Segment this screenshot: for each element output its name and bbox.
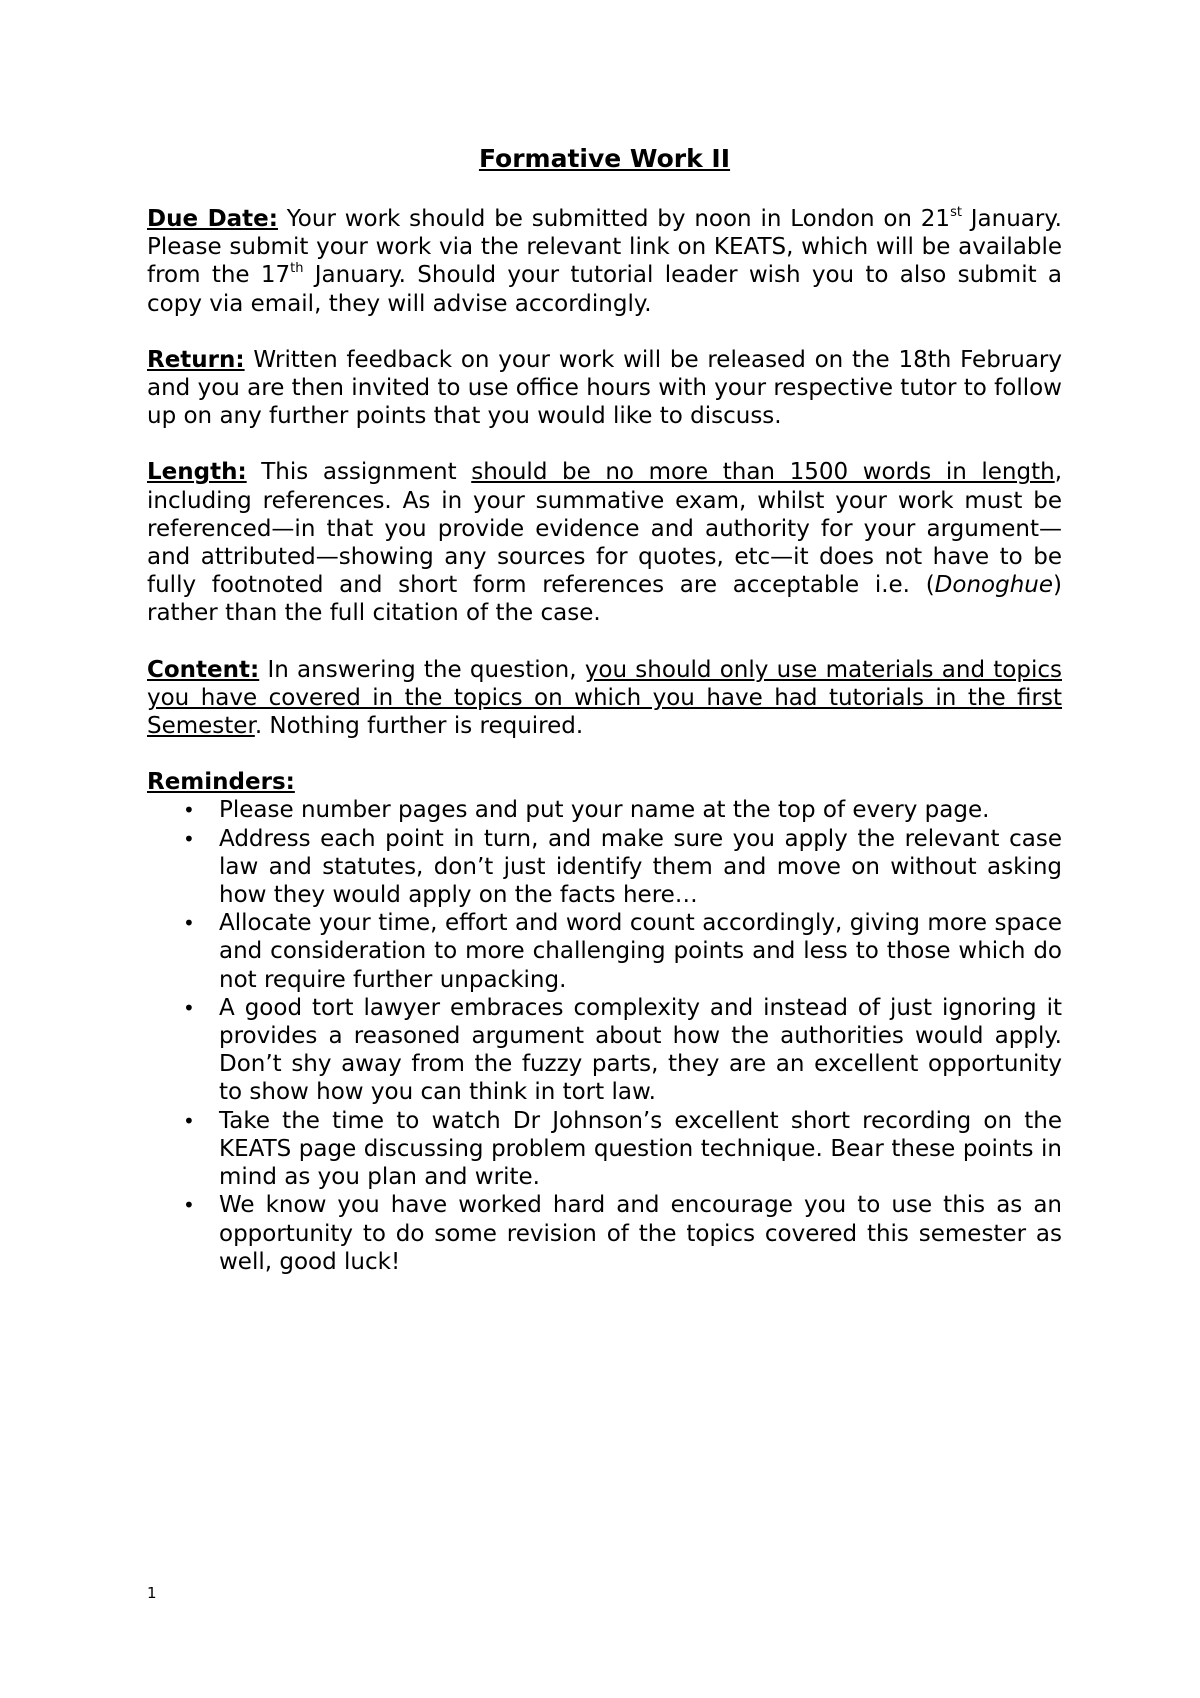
due-date-paragraph: [147, 205, 1062, 318]
bullet-icon: •: [183, 1193, 195, 1218]
length-italic-case-name: Donoghue: [934, 572, 1054, 599]
due-date-superscript-2: th: [290, 261, 304, 277]
due-date-text-2: January. Please submit your work via the relevant link on KEATS, which will be available from the 17: [147, 206, 1062, 289]
reminder-text: Take the time to watch Dr Johnson’s excellent short recording on the KEATS page discussing problem question technique. Bear these points in mind as you plan and write.: [219, 1107, 1062, 1191]
document-title: Formative Work II: [478, 144, 731, 173]
due-date-superscript-1: st: [950, 205, 962, 220]
reminder-item: [147, 909, 1062, 994]
content-underlined-text: you should only use materials and topics you have covered in the topics on which you have had tutorials in the first Semester: [147, 656, 1062, 740]
return-text: Written feedback on your work will be released on the 18th February and you are then invited to use office hours with your respective tutor to follow up on any further points that you would like to discuss.: [147, 346, 1062, 430]
length-text-2: , including references. As in your summative exam, whilst your work must be referenced—in that you provide evidence and authority for your argument—and attributed—showing any sources for quotes, etc—it does not have to be fully footnoted and short form references are acceptable i.e. (: [147, 459, 1062, 599]
bullet-icon: •: [183, 1108, 195, 1133]
length-text-3: ) rather than the full citation of the case.: [147, 572, 1062, 627]
bullet-icon: •: [183, 995, 195, 1020]
reminder-item: [147, 1191, 1062, 1276]
length-underlined-text: should be no more than 1500 words in length: [471, 459, 1055, 486]
reminders-heading: [147, 768, 1062, 796]
length-label: Length:: [147, 459, 247, 486]
due-date-label: Due Date:: [147, 206, 278, 232]
return-paragraph: [147, 346, 1062, 431]
reminder-item: [147, 825, 1062, 910]
content-text-2: . Nothing further is required.: [254, 713, 584, 740]
content-label: Content:: [147, 656, 260, 683]
content-text-1: In answering the question,: [259, 656, 585, 683]
reminders-label: Reminders:: [147, 769, 295, 796]
length-text-1: This assignment: [246, 459, 472, 486]
reminder-text: A good tort lawyer embraces complexity and instead of just ignoring it provides a reasoned argument about how the authorities would apply. Don’t shy away from the fuzzy parts, they are an excellent opportunity to show how you can think in tort law.: [219, 994, 1062, 1106]
reminders-list: [147, 796, 1062, 1275]
reminder-text: Address each point in turn, and make sure you apply the relevant case law and statutes, don’t just identify them and move on without asking how they would apply on the facts here…: [219, 825, 1062, 909]
bullet-icon: •: [183, 798, 195, 823]
document-body: [147, 144, 1062, 1276]
return-label: Return:: [147, 346, 245, 373]
page-number: 1: [147, 1584, 157, 1602]
bullet-icon: •: [183, 826, 195, 851]
content-paragraph: [147, 656, 1062, 741]
reminder-item: [147, 994, 1062, 1107]
reminder-text: Please number pages and put your name at the top of every page.: [219, 797, 990, 824]
reminder-item: [147, 796, 1062, 824]
length-paragraph: [147, 458, 1062, 627]
due-date-text-3: January. Should your tutorial leader wish you to also submit a copy via email, they will advise accordingly.: [147, 262, 1062, 317]
bullet-icon: •: [183, 911, 195, 936]
reminder-item: [147, 1107, 1062, 1192]
due-date-text-1: Your work should be submitted by noon in London on 21: [277, 206, 951, 232]
reminder-text: Allocate your time, effort and word count accordingly, giving more space and consideration to more challenging points and less to those which do not require further unpacking.: [219, 910, 1062, 993]
reminder-text: We know you have worked hard and encourage you to use this as an opportunity to do some revision of the topics covered this semester as well, good luck!: [219, 1192, 1062, 1275]
